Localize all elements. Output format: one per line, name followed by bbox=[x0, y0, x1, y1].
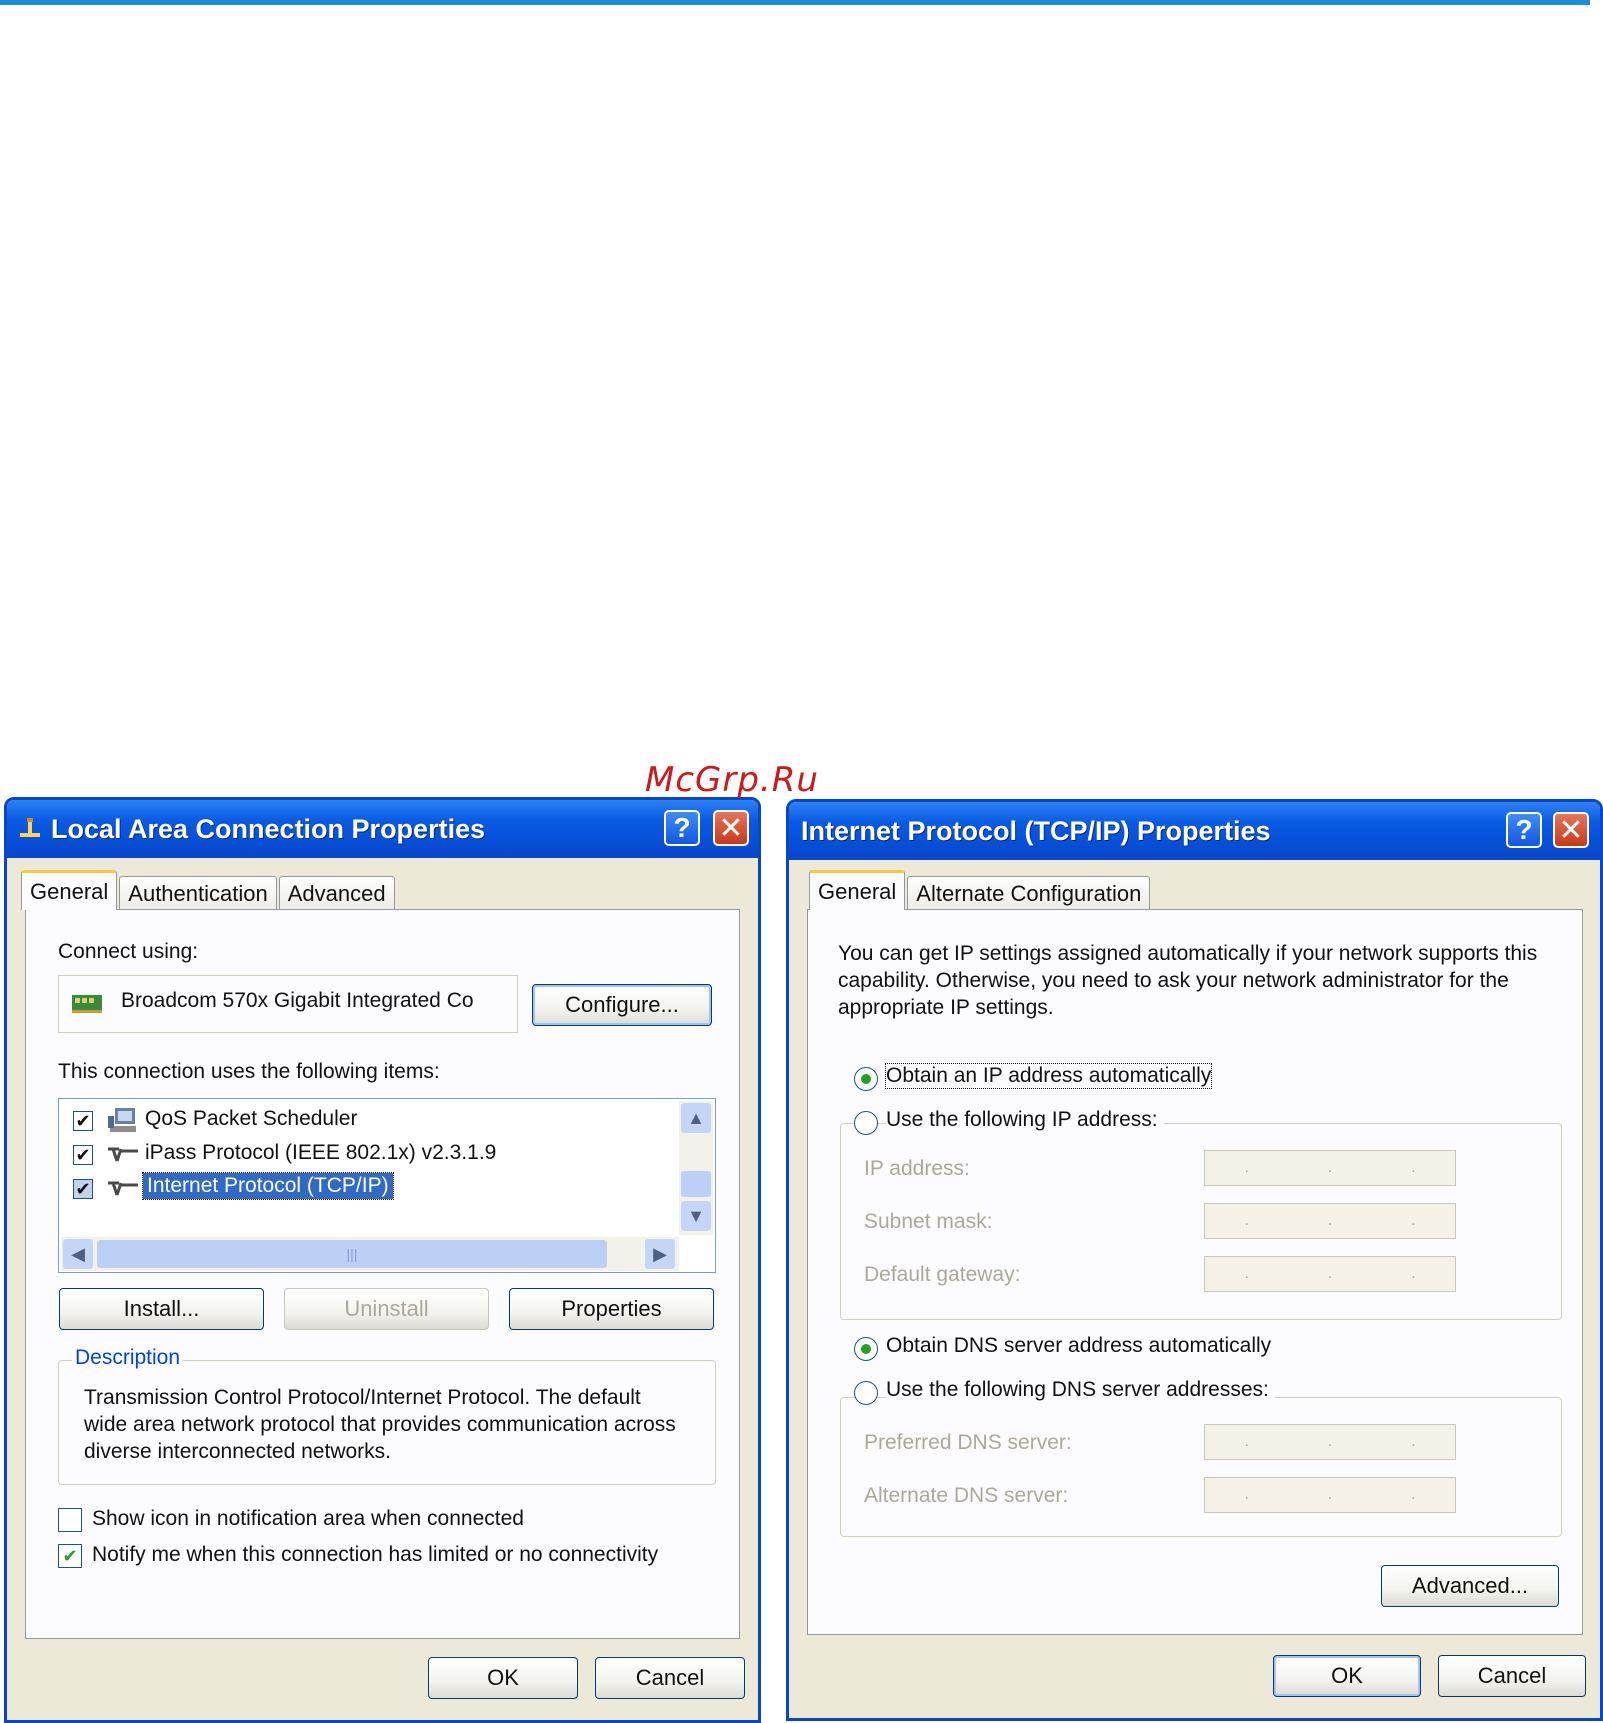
top-rule bbox=[0, 0, 1590, 5]
description-title: Description bbox=[72, 1346, 183, 1370]
alternate-dns-label: Alternate DNS server: bbox=[864, 1484, 1069, 1507]
network-adapter-icon bbox=[71, 992, 105, 1014]
tab-alternate-configuration[interactable]: Alternate Configuration bbox=[907, 876, 1150, 910]
local-area-connection-dialog bbox=[4, 797, 761, 1723]
qos-scheduler-icon bbox=[107, 1106, 139, 1134]
obtain-dns-radio[interactable] bbox=[854, 1337, 878, 1361]
vertical-scrollbar[interactable] bbox=[679, 1101, 713, 1235]
dialog2-tabstrip bbox=[809, 870, 1152, 910]
subnet-mask-label: Subnet mask: bbox=[864, 1210, 993, 1233]
obtain-ip-radio[interactable] bbox=[854, 1067, 878, 1091]
cancel-button[interactable]: Cancel bbox=[595, 1657, 745, 1699]
list-item[interactable] bbox=[73, 1139, 633, 1171]
connect-using-label: Connect using: bbox=[58, 940, 199, 963]
default-gateway-label: Default gateway: bbox=[864, 1263, 1021, 1286]
help-button[interactable]: ? bbox=[1506, 812, 1542, 848]
dialog2-titlebar[interactable] bbox=[789, 802, 1600, 860]
scroll-up-arrow-icon[interactable]: ▲ bbox=[681, 1103, 711, 1133]
tab-advanced[interactable]: Advanced bbox=[279, 876, 395, 910]
close-button[interactable]: ✕ bbox=[1553, 812, 1589, 848]
use-dns-radio[interactable] bbox=[854, 1381, 878, 1405]
obtain-dns-label: Obtain DNS server address automatically bbox=[886, 1334, 1272, 1357]
tab-general[interactable]: General bbox=[21, 870, 117, 910]
list-item[interactable] bbox=[73, 1105, 633, 1137]
tcpip-properties-dialog bbox=[786, 799, 1603, 1721]
protocol-icon bbox=[107, 1179, 139, 1199]
notify-checkbox[interactable]: ✔ bbox=[58, 1544, 82, 1568]
cancel-button[interactable]: Cancel bbox=[1438, 1655, 1586, 1697]
dialog2-general-panel bbox=[807, 909, 1583, 1635]
use-dns-label: Use the following DNS server addresses: bbox=[886, 1378, 1275, 1402]
preferred-dns-label: Preferred DNS server: bbox=[864, 1431, 1072, 1454]
obtain-ip-label: Obtain an IP address automatically bbox=[886, 1064, 1212, 1087]
description-text: Transmission Control Protocol/Internet Protocol. The default wide area network protocol that provides communication across diverse interconnected networks. bbox=[84, 1386, 676, 1463]
alternate-dns-input[interactable]: . . . bbox=[1204, 1477, 1456, 1513]
ok-button[interactable]: OK bbox=[1273, 1655, 1421, 1697]
dns-group bbox=[840, 1397, 1562, 1537]
dialog1-title: Local Area Connection Properties bbox=[51, 813, 486, 844]
adapter-name: Broadcom 570x Gigabit Integrated Co bbox=[121, 989, 474, 1012]
scroll-thumb[interactable] bbox=[681, 1171, 711, 1197]
install-button[interactable]: Install... bbox=[59, 1288, 264, 1330]
dialog1-general-panel bbox=[25, 909, 740, 1639]
close-button[interactable]: ✕ bbox=[713, 810, 749, 846]
tab-authentication[interactable]: Authentication bbox=[119, 876, 276, 910]
intro-text: You can get IP settings assigned automatically if your network supports this capability. Otherwise, you need to ask your network administrator for the appropriate IP settings. bbox=[838, 942, 1538, 1019]
item-label: QoS Packet Scheduler bbox=[145, 1107, 358, 1130]
scroll-down-arrow-icon[interactable]: ▼ bbox=[681, 1201, 711, 1231]
item-checkbox[interactable]: ✔ bbox=[73, 1179, 93, 1199]
help-button[interactable]: ? bbox=[664, 810, 700, 846]
configure-button[interactable]: Configure... bbox=[532, 984, 712, 1026]
scroll-h-thumb[interactable]: ||| bbox=[97, 1240, 607, 1268]
show-icon-checkbox[interactable] bbox=[58, 1508, 82, 1532]
advanced-button[interactable]: Advanced... bbox=[1381, 1565, 1559, 1607]
notify-label: Notify me when this connection has limited or no connectivity bbox=[92, 1543, 659, 1566]
items-label: This connection uses the following items: bbox=[58, 1060, 440, 1083]
subnet-mask-input[interactable]: . . . bbox=[1204, 1203, 1456, 1239]
scroll-right-arrow-icon[interactable]: ▶ bbox=[645, 1239, 675, 1269]
show-icon-label: Show icon in notification area when connected bbox=[92, 1507, 524, 1530]
scroll-left-arrow-icon[interactable]: ◀ bbox=[63, 1239, 93, 1269]
adapter-field bbox=[58, 975, 518, 1033]
item-checkbox[interactable]: ✔ bbox=[73, 1145, 93, 1165]
use-ip-radio[interactable] bbox=[854, 1111, 878, 1135]
item-label: iPass Protocol (IEEE 802.1x) v2.3.1.9 bbox=[145, 1141, 497, 1164]
ip-address-label: IP address: bbox=[864, 1157, 970, 1180]
properties-button[interactable]: Properties bbox=[509, 1288, 714, 1330]
use-ip-label: Use the following IP address: bbox=[886, 1108, 1164, 1132]
list-item-selected[interactable] bbox=[73, 1173, 633, 1205]
item-checkbox[interactable]: ✔ bbox=[73, 1111, 93, 1131]
network-connection-icon bbox=[17, 816, 43, 842]
dialog1-titlebar[interactable] bbox=[7, 800, 758, 858]
components-list[interactable] bbox=[58, 1098, 716, 1273]
tab-general[interactable]: General bbox=[809, 870, 905, 910]
uninstall-button[interactable]: Uninstall bbox=[284, 1288, 489, 1330]
dialog2-title: Internet Protocol (TCP/IP) Properties bbox=[801, 815, 1271, 846]
watermark: McGrp.Ru bbox=[645, 760, 819, 800]
preferred-dns-input[interactable]: . . . bbox=[1204, 1424, 1456, 1460]
protocol-icon bbox=[107, 1145, 139, 1165]
item-label-selected: Internet Protocol (TCP/IP) bbox=[143, 1173, 393, 1199]
horizontal-scrollbar[interactable] bbox=[61, 1237, 679, 1271]
default-gateway-input[interactable]: . . . bbox=[1204, 1256, 1456, 1292]
dialog1-tabstrip bbox=[21, 870, 397, 910]
ip-address-input[interactable]: . . . bbox=[1204, 1150, 1456, 1186]
ok-button[interactable]: OK bbox=[428, 1657, 578, 1699]
